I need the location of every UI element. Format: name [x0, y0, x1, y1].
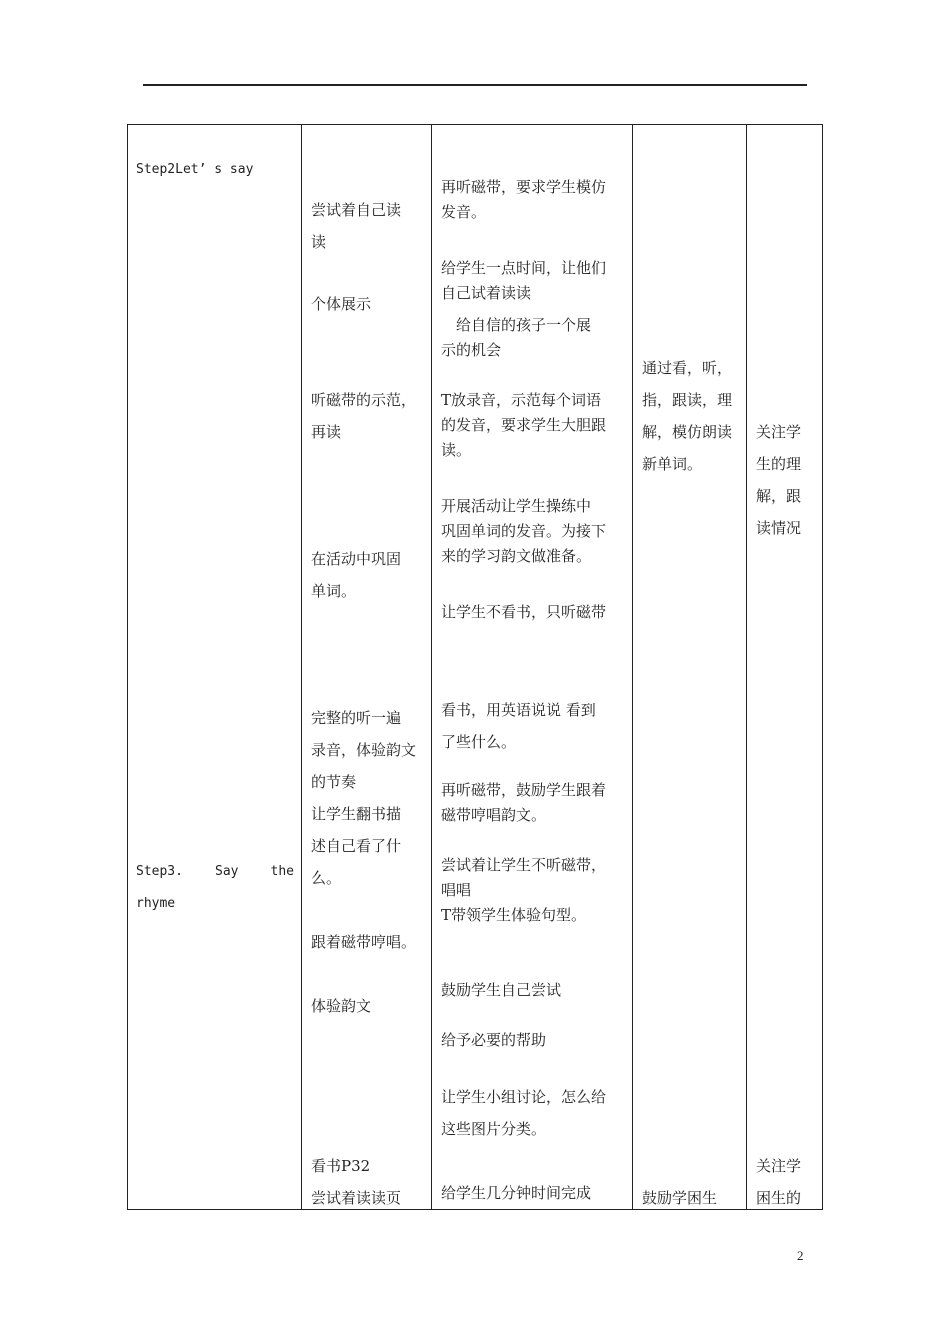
- page-number: 2: [797, 1248, 804, 1263]
- column-divider: [746, 124, 747, 1210]
- teacher-activity: 再听磁带，鼓励学生跟着 磁带哼唱韵文。: [441, 781, 607, 824]
- teacher-activity: 给学生几分钟时间完成: [441, 1184, 592, 1202]
- teacher-activity: 再听磁带，要求学生模仿 发音。: [441, 178, 607, 221]
- teacher-activity: 尝试着让学生不听磁带， 唱唱 T带领学生体验句型。: [441, 856, 607, 924]
- teacher-activity: 鼓励学生自己尝试: [441, 981, 562, 999]
- teacher-activity: 给自信的孩子一个展 示的机会: [441, 316, 592, 359]
- teacher-activity: 让学生不看书，只听磁带: [441, 603, 607, 621]
- header-rule: [143, 84, 807, 86]
- teacher-activity: 给予必要的帮助: [441, 1031, 547, 1049]
- student-activity: 看书P32 尝试着读读页: [311, 1157, 402, 1207]
- assessment-note: 关注学 困生的: [756, 1157, 802, 1207]
- assessment-note: 关注学 生的理 解，跟 读情况: [756, 423, 802, 537]
- student-activity: 个体展示: [311, 295, 372, 313]
- student-activity: 完整的听一遍 录音，体验韵文 的节奏: [311, 709, 417, 791]
- teacher-activity: 让学生小组讨论，怎么给 这些图片分类。: [441, 1088, 607, 1138]
- teacher-activity: 给学生一点时间，让他们 自己试着读读: [441, 259, 607, 302]
- column-divider: [301, 124, 302, 1210]
- design-purpose: 鼓励学困生: [642, 1189, 718, 1207]
- teacher-activity: 开展活动让学生操练中 巩固单词的发音。为接下 来的学习韵文做准备。: [441, 497, 607, 565]
- student-activity: 在活动中巩固 单词。: [311, 550, 402, 600]
- column-divider: [632, 124, 633, 1210]
- teacher-activity: T放录音，示范每个词语 的发音，要求学生大胆跟 读。: [441, 391, 607, 459]
- step3-label: Step3. Say the: [136, 864, 294, 879]
- student-activity: 尝试着自己读 读: [311, 201, 402, 251]
- student-activity: 跟着磁带哼唱。: [311, 933, 417, 951]
- design-purpose: 通过看，听， 指，跟读，理 解，模仿朗读 新单词。: [642, 359, 733, 473]
- step3-label-continued: rhyme: [136, 896, 176, 911]
- step2-label: Step2Let’ s say: [136, 162, 254, 177]
- student-activity: 让学生翻书描 述自己看了什 么。: [311, 805, 402, 887]
- column-divider: [431, 124, 432, 1210]
- student-activity: 体验韵文: [311, 997, 372, 1015]
- student-activity: 听磁带的示范， 再读: [311, 391, 417, 441]
- teacher-activity: 看书，用英语说说 看到 了些什么。: [441, 701, 596, 751]
